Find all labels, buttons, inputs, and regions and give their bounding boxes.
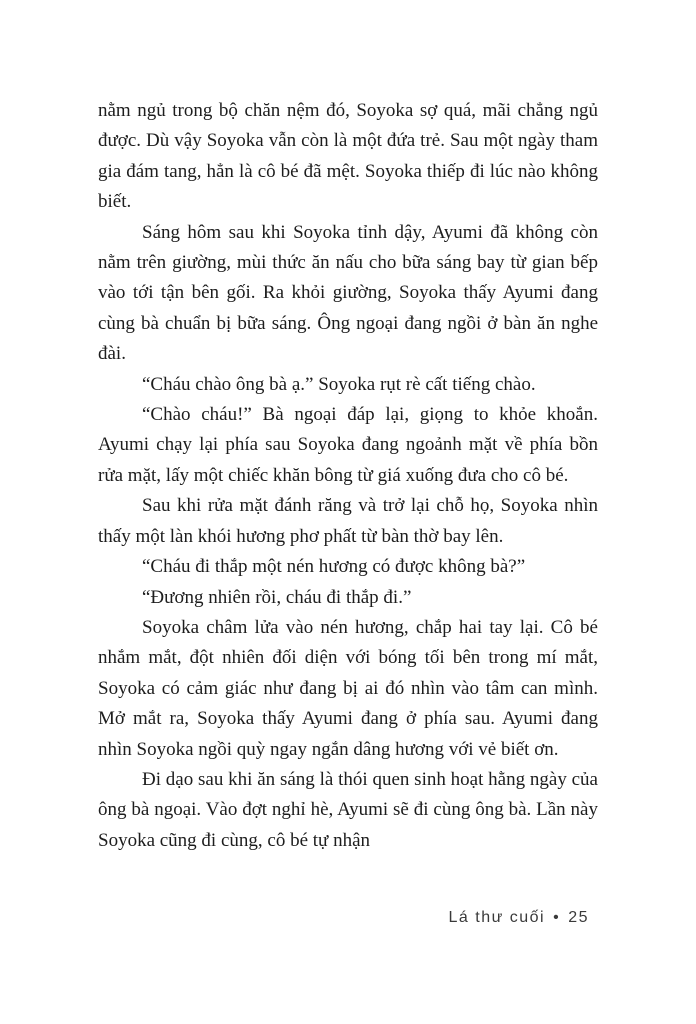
paragraph: Đi dạo sau khi ăn sáng là thói quen sinh hoạt hằng ngày của ông bà ngoại. Vào đợt nghỉ hè, Ayumi sẽ đi cùng ông bà. Lần này Soyoka cũng đi cùng, cô bé tự nhận (98, 768, 598, 851)
paragraph-dialogue: “Cháu chào ông bà ạ.” Soyoka rụt rè cất tiếng chào. (142, 373, 536, 395)
paragraph: Sau khi rửa mặt đánh răng và trở lại chỗ họ, Soyoka nhìn thấy một làn khói hương phơ phất từ bàn thờ bay lên. (98, 495, 598, 547)
paragraph: Sáng hôm sau khi Soyoka tỉnh dậy, Ayumi đã không còn nằm trên giường, mùi thức ăn nấu cho bữa sáng bay từ gian bếp vào tới tận bên gối. Ra khỏi giường, Soyoka thấy Ayumi đang cùng bà chuẩn bị bữa sáng. Ông ngoại đang ngồi ở bàn ăn nghe đài. (98, 221, 598, 365)
running-footer (449, 909, 590, 927)
page-number: 25 (568, 909, 589, 926)
paragraph-dialogue: “Cháu đi thắp một nén hương có được không bà?” (142, 556, 526, 578)
body-text (98, 96, 598, 856)
bullet-separator: • (553, 909, 561, 926)
paragraph-dialogue: “Chào cháu!” Bà ngoại đáp lại, giọng to khỏe khoắn. Ayumi chạy lại phía sau Soyoka đang ngoảnh mặt về phía bồn rửa mặt, lấy một chiếc khăn bông từ giá xuống đưa cho cô bé. (98, 404, 598, 486)
paragraph: Soyoka châm lửa vào nén hương, chắp hai tay lại. Cô bé nhắm mắt, đột nhiên đối diện với bóng tối bên trong mí mắt, Soyoka có cảm giác như đang bị ai đó nhìn vào tâm can mình. Mở mắt ra, Soyoka thấy Ayumi đang ở phía sau. Ayumi đang nhìn Soyoka ngồi quỳ ngay ngắn dâng hương với vẻ biết ơn. (98, 616, 598, 760)
paragraph-dialogue: “Đương nhiên rồi, cháu đi thắp đi.” (142, 586, 412, 608)
book-title: Lá thư cuối (448, 909, 546, 926)
paragraph-continued: nằm ngủ trong bộ chăn nệm đó, Soyoka sợ quá, mãi chẳng ngủ được. Dù vậy Soyoka vẫn còn là một đứa trẻ. Sau một ngày tham gia đám tang, hẳn là cô bé đã mệt. Soyoka thiếp đi lúc nào không biết. (98, 100, 598, 213)
